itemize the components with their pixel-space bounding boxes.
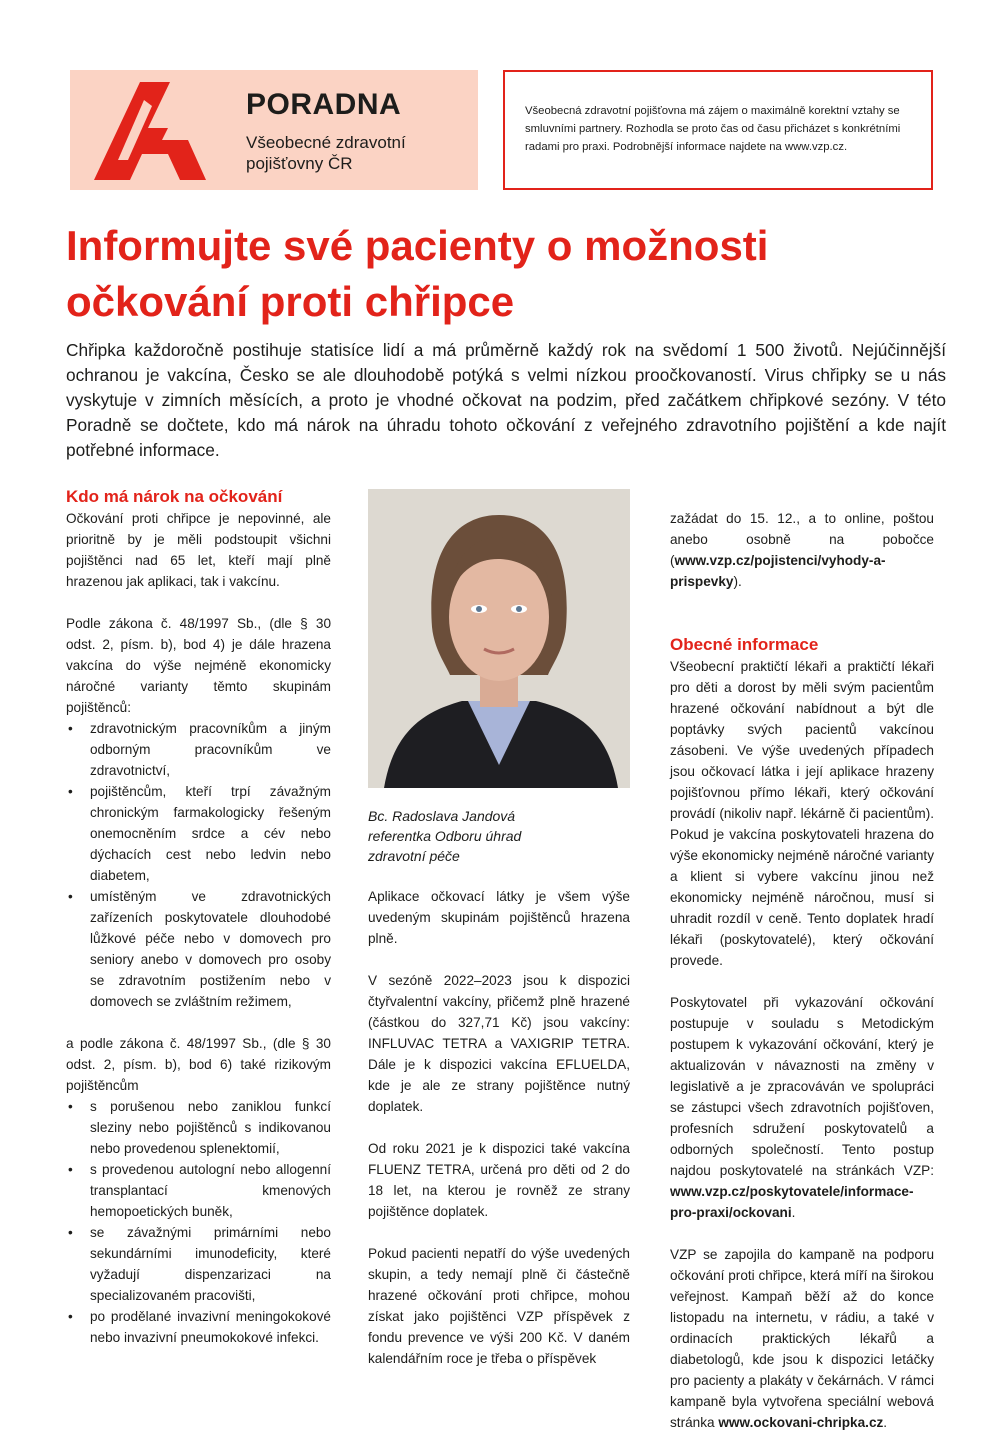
list-item: • s provedenou autologní nebo allogenní transplantací kmenových hemopoetických buněk, [66,1159,331,1222]
vzp-logo-icon [84,76,214,186]
photo-caption [368,806,630,866]
column-right [670,508,934,1454]
article-title-line: očkování proti chřipce [66,278,515,325]
paragraph: V sezóně 2022–2023 jsou k dispozici čtyřvalentní vakcíny, přičemž plně hrazené (částkou do 327,71 Kč) jsou vakcíny: INFLUVAC TETRA a VAXIGRIP TETRA. Dále je k dispozici vakcína EFLUELDA, kde je ale ze strany pojištěnce nutný doplatek. [368,973,630,1114]
logo-subtitle-line: pojišťovny ČR [246,154,353,173]
article-title-line: Informujte své pacienty o možnosti [66,222,769,269]
paragraph: Očkování proti chřipce je nepovinné, ale prioritně by je měli podstoupit všichni pojištěnci nad 65 let, kteří mají plně hrazenou jak aplikaci, tak i vakcínu. [66,511,331,589]
section-heading-eligibility: Kdo má nárok na očkování [66,487,283,506]
logo-title: PORADNA [246,88,402,121]
list-item: • umístěným ve zdravotnických zařízeních poskytovatele dlouhodobé lůžkové péče nebo v domovech pro seniory anebo v domovech pro osoby se zdravotním postižením nebo v domovech se zvláštním režimem, [66,886,331,1012]
paragraph: Aplikace očkovací látky je všem výše uvedeným skupinám pojištěnců hrazena plně. [368,889,630,946]
paragraph: a podle zákona č. 48/1997 Sb., (dle § 30 odst. 2, písm. b), bod 6) také rizikovým pojištěncům [66,1036,331,1093]
section-heading-general: Obecné informace [670,635,819,654]
text: . [791,1205,796,1220]
list-item: • pojištěncům, kteří trpí závažným chronickým farmakologicky řešeným onemocněním srdce a cév nebo dýchacích cest nebo ledvin nebo diabetem, [66,781,331,886]
column-middle [368,886,630,1390]
list-item: • zdravotnickým pracovníkům a jiným odborným pracovníkům ve zdravotnictví, [66,718,331,781]
text: VZP se zapojila do kampaně na podporu očkování proti chřipce, která míří na širokou veřejnost. Kampaň běží až do konce listopadu na internetu, v rádiu, a také v ordinacích praktických lékařů a diabetologů, kde jsou k dispozici letáčky pro pacienty a plakáty v čekárnách. V rámci kampaně byla vytvořena speciální webová stránka [670,1247,934,1430]
list-item: • s porušenou nebo zaniklou funkcí sleziny nebo pojištěnců s indikovanou nebo provedenou splenektomií, [66,1096,331,1159]
article-title [66,218,946,330]
risk-group-list [66,1096,331,1348]
portrait-photo [368,489,630,788]
article-lead: Chřipka každoročně postihuje statisíce lidí a má průměrně každý rok na svědomí 1 500 životů. Nejúčinnější ochranou je vakcína, Česko se ale dlouhodobě potýká s velmi nízkou proočkovaností. Virus chřipky se u nás vyskytuje v zimních měsících, a proto je vhodné očkovat na podzim, před začátkem chřipkové sezóny. V této Poradně se dočtete, kdo má nárok na úhradu tohoto očkování z veřejného zdravotního pojištění a kde najít potřebné informace. [66,340,946,460]
link-prispevky[interactable]: www.vzp.cz/pojistenci/vyhody-a-prispevky [670,553,886,589]
paragraph: Pokud pacienti nepatří do výše uvedených skupin, a tedy nemají plně či částečně hrazené očkování proti chřipce, mohou získat jako pojištěnci VZP příspěvek z fondu prevence ve výši 200 Kč. V daném kalendářním roce je třeba o příspěvek [368,1246,630,1366]
text: zažádat do 15. 12., a to online, poštou anebo osobně na pobočce ( [670,511,934,568]
paragraph: Podle zákona č. 48/1997 Sb., (dle § 30 odst. 2, písm. b), bod 4) je dále hrazena vakcína do výše nejméně ekonomicky náročné varianty těmto skupinám pojištěnců: [66,616,331,715]
info-box [503,70,933,190]
column-left [66,486,331,1369]
paragraph [670,508,934,592]
text: Poskytovatel při vykazování očkování postupuje v souladu s Metodickým postupem k vykazování očkování, který je aktualizován v návaznosti na změny v legislativě a je zpracováván ve spolupráci se zástupci všech zdravotních pojišťoven, profesních sdružení poskytovatelů a odborných společností. Tento postup najdou poskytovatelé na stránkách VZP: [670,995,934,1178]
link-ockovani-metodika[interactable]: www.vzp.cz/poskytovatele/informace-pro-praxi/ockovani [670,1184,914,1220]
link-ockovani-chripka[interactable]: www.ockovani-chripka.cz [718,1415,884,1430]
info-text: Všeobecná zdravotní pojišťovna má zájem o maximálně korektní vztahy se smluvními partnery. Rozhodla se proto čas od času přicházet s konkrétními radami pro praxi. Podrobnější informace najdete na www.vzp.cz. [525,105,901,153]
logo-subtitle-line: Všeobecné zdravotní [246,133,406,152]
list-item: • se závažnými primárními nebo sekundárními imunodeficity, které vyžadují dispenzarizaci na specializovaném pracovišti, [66,1222,331,1306]
paragraph: Od roku 2021 je k dispozici také vakcína FLUENZ TETRA, určená pro děti od 2 do 18 let, na kterou je rovněž ze strany pojištěnce doplatek. [368,1141,630,1219]
caption-line: Bc. Radoslava Jandová [368,808,516,824]
portrait-illustration-icon [368,489,630,788]
text: ). [733,574,742,589]
logo-subtitle [246,132,466,174]
caption-line: referentka Odboru úhrad [368,828,522,844]
caption-line: zdravotní péče [368,848,460,864]
poradna-logo-box [70,70,478,190]
paragraph [670,992,934,1223]
paragraph [670,1244,934,1433]
eligibility-list [66,718,331,1012]
list-item: • po prodělané invazivní meningokokové nebo invazivní pneumokokové infekci. [66,1306,331,1348]
text: . [883,1415,888,1430]
paragraph: Všeobecní praktičtí lékaři a praktičtí lékaři pro děti a dorost by měli svým pacientům hrazené očkování nabídnout a být dle poptávky svých pacientů vakcínou zásobeni. Ve výše uvedených případech jsou očkovací látka i její aplikace hrazeny pojišťovnou přímo lékaři, který očkování provádí (nikoliv např. lékárně či pacientům). Pokud je vakcína poskytovateli hrazena do výše ekonomicky nejméně náročné varianty a klient si vybere vakcínu jinou než ekonomicky nejméně náročnou, musí si uhradit rozdíl v ceně. Tento doplatek hradí lékaři (poskytovatelé), který očkování provede. [670,659,934,968]
